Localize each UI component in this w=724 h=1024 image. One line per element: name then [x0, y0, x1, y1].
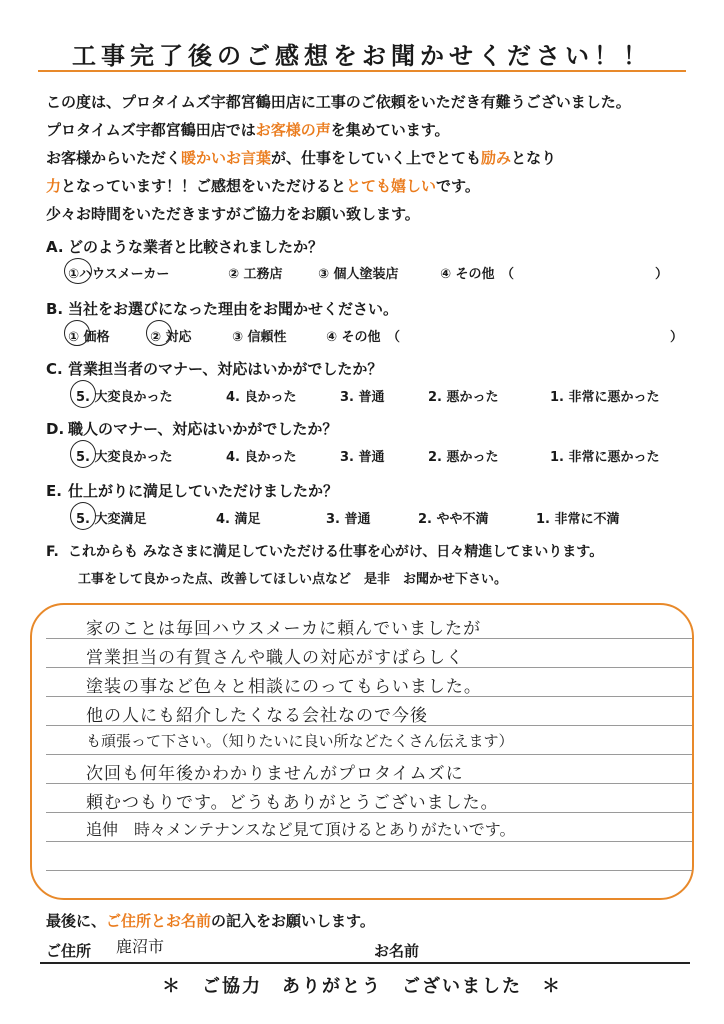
- comment-line-1: 家のことは毎回ハウスメーカに頼んでいましたが: [86, 619, 482, 639]
- highlight-very-happy: とても嬉しい: [346, 177, 437, 195]
- selected-mark-e: [70, 502, 96, 530]
- title-underline: [38, 70, 686, 72]
- selected-mark-b1: [64, 320, 90, 346]
- address-underline: [40, 962, 690, 964]
- ruled-line: [46, 870, 692, 871]
- option-painter[interactable]: ③ 個人塗装店: [318, 267, 399, 282]
- selected-mark-a: [64, 258, 92, 284]
- option-1-very-dissatisfied[interactable]: 1. 非常に不満: [536, 512, 620, 527]
- comment-line-6: 次回も何年後かわかりませんがプロタイムズに: [86, 764, 464, 784]
- question-c: [46, 358, 382, 379]
- intro-line-3: お客様からいただく暖かいお言葉が、仕事をしていく上でとても励みとなり: [46, 149, 557, 167]
- question-e-options: [0, 508, 724, 528]
- option-reliability[interactable]: ③ 信頼性: [232, 330, 287, 345]
- option-service[interactable]: ② 対応: [150, 330, 192, 345]
- question-f-subtext: 工事をして良かった点、改善してほしい点など 是非 お聞かせ下さい。: [78, 572, 508, 587]
- question-c-options: [0, 386, 724, 406]
- option-builder[interactable]: ② 工務店: [228, 267, 283, 282]
- option-2-bad[interactable]: 2. 悪かった: [428, 390, 499, 405]
- question-letter: B.: [46, 300, 64, 318]
- option-other-close: ）: [670, 330, 684, 345]
- thank-you-message: ＊ ご協力 ありがとう ございました ＊: [162, 976, 562, 997]
- option-5-very-good[interactable]: 5. 大変良かった: [76, 450, 173, 465]
- question-letter: C.: [46, 360, 63, 378]
- question-text: 当社をお選びになった理由をお聞かせください。: [68, 300, 399, 318]
- question-d-options: [0, 446, 724, 466]
- address-field[interactable]: 鹿沼市: [116, 937, 165, 956]
- question-f: [46, 541, 603, 561]
- option-3-normal[interactable]: 3. 普通: [340, 450, 385, 465]
- ruled-line: [46, 754, 692, 755]
- selected-mark-c: [70, 380, 96, 408]
- question-d: [46, 418, 337, 439]
- option-4-good[interactable]: 4. 良かった: [226, 390, 297, 405]
- ruled-line: [46, 841, 692, 842]
- option-4-satisfied[interactable]: 4. 満足: [216, 512, 261, 527]
- intro-line-4: 力となっています！！ご感想をいただけるととても嬉しいです。: [46, 177, 480, 195]
- question-e: [46, 480, 338, 501]
- page-title: 工事完了後のご感想をお聞かせください！！: [72, 42, 652, 70]
- option-house-maker[interactable]: ①ハウスメーカー: [68, 267, 170, 282]
- intro-line-1: この度は、プロタイムズ宇都宮鶴田店に工事のご依頼をいただき有難うございました。: [46, 93, 631, 111]
- question-b-options: [0, 326, 724, 346]
- comment-line-8: 追伸 時々メンテナンスなど見て頂けるとありがたいです。: [86, 820, 516, 839]
- selected-mark-b2: [146, 320, 172, 346]
- highlight-customer-voice: お客様の声: [255, 121, 331, 139]
- question-text: 仕上がりに満足していただけましたか？: [68, 482, 339, 500]
- intro-line-5: 少々お時間をいただきますがご協力をお願い致します。: [46, 205, 420, 223]
- comment-line-5: も頑張って下さい。（知りたいに良い所などたくさん伝えます）: [86, 732, 514, 750]
- name-label: お名前: [374, 942, 420, 960]
- highlight-warm-words: 暖かいお言葉: [181, 149, 272, 167]
- question-letter: E.: [46, 482, 62, 500]
- selected-mark-d: [70, 440, 96, 468]
- question-a: [46, 236, 323, 257]
- question-a-options: [0, 263, 724, 283]
- option-2-bad[interactable]: 2. 悪かった: [428, 450, 499, 465]
- option-1-very-bad[interactable]: 1. 非常に悪かった: [550, 450, 660, 465]
- option-5-very-good[interactable]: 5. 大変良かった: [76, 390, 173, 405]
- option-3-normal[interactable]: 3. 普通: [340, 390, 385, 405]
- comment-line-2: 営業担当の有賀さんや職人の対応がすばらしく: [86, 648, 464, 668]
- option-other[interactable]: ④ その他 （: [326, 330, 401, 345]
- option-1-very-bad[interactable]: 1. 非常に悪かった: [550, 390, 660, 405]
- comment-line-4: 他の人にも紹介したくなる会社なので今後: [86, 706, 428, 726]
- intro-paragraph: [46, 88, 631, 228]
- option-other[interactable]: ④ その他 （: [440, 267, 515, 282]
- option-other-close: ）: [655, 267, 669, 282]
- question-text: どのような業者と比較されましたか？: [68, 238, 324, 256]
- intro-line-2: プロタイムズ宇都宮鶴田店ではお客様の声を集めています。: [46, 121, 450, 139]
- address-label: ご住所: [46, 942, 92, 960]
- question-text: これからも みなさまに満足していただける仕事を心がけ、日々精進してまいります。: [68, 544, 604, 560]
- question-b: [46, 298, 398, 319]
- option-5-very-satisfied[interactable]: 5. 大変満足: [76, 512, 147, 527]
- highlight-address-name: ご住所とお名前: [106, 912, 212, 930]
- highlight-encouragement: 励み: [481, 149, 512, 167]
- question-text: 営業担当者のマナー、対応はいかがでしたか？: [68, 360, 383, 378]
- question-letter: D.: [46, 420, 65, 438]
- question-letter: A.: [46, 238, 64, 256]
- comment-line-7: 頼むつもりです。どうもありがとうございました。: [86, 793, 499, 813]
- comment-line-3: 塗装の事など色々と相談にのってもらいました。: [86, 677, 482, 697]
- question-letter: F.: [46, 544, 59, 560]
- option-3-normal[interactable]: 3. 普通: [326, 512, 371, 527]
- option-price[interactable]: ① 価格: [68, 330, 110, 345]
- footer-instruction: 最後に、ご住所とお名前の記入をお願いします。: [46, 912, 375, 930]
- highlight-strength: 力: [46, 177, 62, 195]
- option-2-somewhat-dissatisfied[interactable]: 2. やや不満: [418, 512, 489, 527]
- option-4-good[interactable]: 4. 良かった: [226, 450, 297, 465]
- question-text: 職人のマナー、対応はいかがでしたか？: [68, 420, 338, 438]
